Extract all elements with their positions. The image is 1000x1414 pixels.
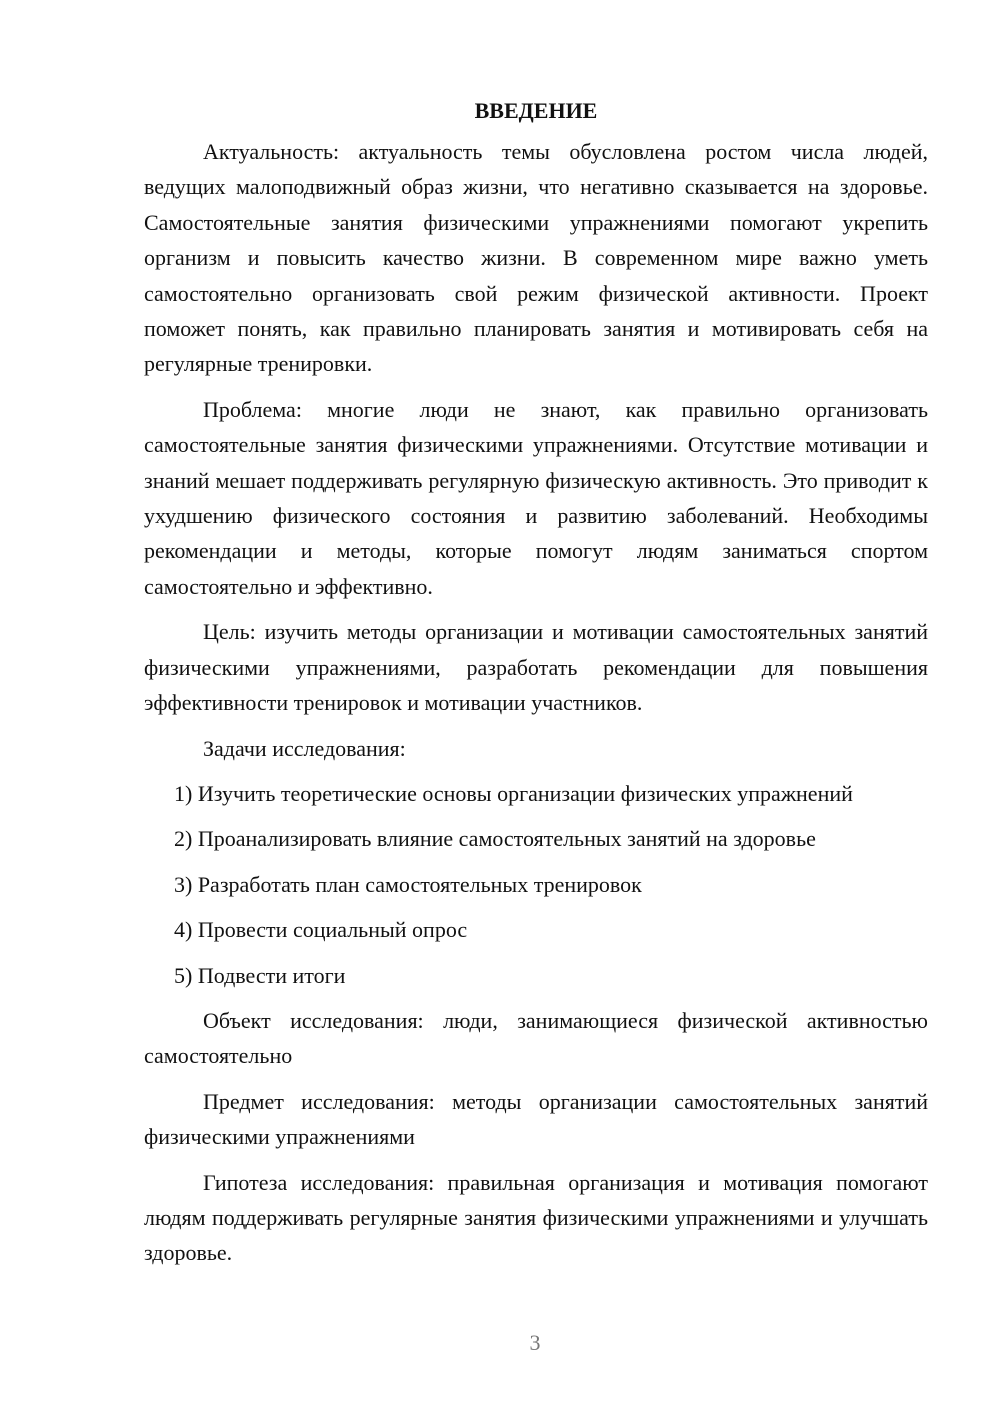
subject-paragraph: Предмет исследования: методы организации самостоятельных занятий физическими упражнениями (144, 1088, 928, 1150)
task-item: 4) Провести социальный опрос (174, 917, 468, 943)
section-title: ВВЕДЕНИЕ (474, 98, 598, 123)
page-number: 3 (529, 1330, 541, 1355)
task-item: 1) Изучить теоретические основы организации физических упражнений (174, 780, 853, 806)
task-item: 5) Подвести итоги (174, 962, 346, 988)
object-paragraph: Объект исследования: люди, занимающиеся физической активностью самостоятельно (144, 1007, 928, 1069)
task-item: 2) Проанализировать влияние самостоятельных занятий на здоровье (174, 826, 816, 852)
goal-paragraph: Цель: изучить методы организации и мотивации самостоятельных занятий физическими упражнениями, разработать рекомендации для повышения эффективности тренировок и мотивации участников. (144, 619, 928, 716)
problem-paragraph: Проблема: многие люди не знают, как правильно организовать самостоятельные занятия физическими упражнениями. Отсутствие мотивации и знаний мешает поддерживать регулярную физическую активность. Это приводит к ухудшению физического состояния и развитию заболеваний. Необходимы рекомендации и методы, которые помогут людям заниматься спортом самостоятельно и эффективно. (144, 396, 928, 599)
task-item: 3) Разработать план самостоятельных тренировок (174, 871, 642, 897)
tasks-list (144, 776, 928, 993)
relevance-paragraph: Актуальность: актуальность темы обусловлена ростом числа людей, ведущих малоподвижный образ жизни, что негативно сказывается на здоровье. Самостоятельные занятия физическими упражнениями помогают укрепить организм и повысить качество жизни. В современном мире важно уметь самостоятельно организовать свой режим физической активности. Проект поможет понять, как правильно планировать занятия и мотивировать себя на регулярные тренировки. (144, 139, 928, 377)
document-page (144, 96, 928, 1396)
hypothesis-paragraph: Гипотеза исследования: правильная организация и мотивация помогают людям поддерживать регулярные занятия физическими упражнениями и улучшать здоровье. (144, 1169, 928, 1266)
tasks-label: Задачи исследования: (203, 735, 406, 761)
